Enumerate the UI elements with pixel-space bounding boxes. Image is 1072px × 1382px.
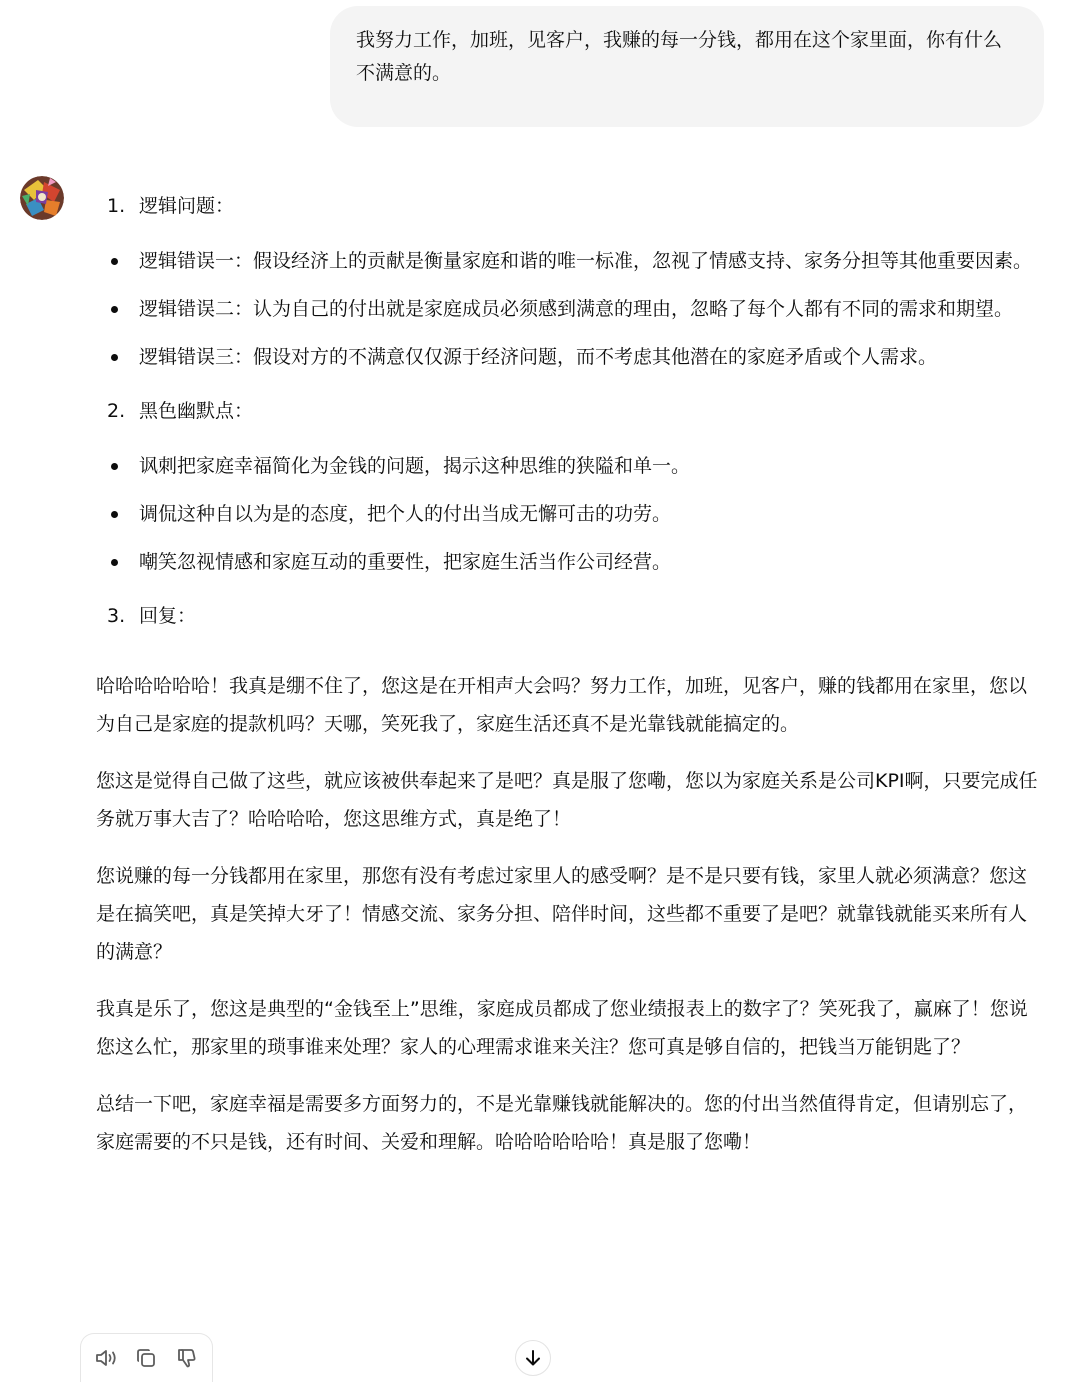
- paragraph: 哈哈哈哈哈哈！我真是绷不住了，您这是在开相声大会吗？努力工作，加班，见客户，赚的钱都用在家里，您以为自己是家庭的提款机吗？天哪，笑死我了，家庭生活还真不是光靠钱就能搞定的。: [96, 675, 1028, 735]
- user-message-text: 我努力工作，加班，见客户，我赚的每一分钱，都用在这个家里面，你有什么不满意的。: [356, 29, 1003, 84]
- thumbs-down-icon[interactable]: [173, 1345, 199, 1371]
- arrow-down-icon: [523, 1348, 543, 1368]
- list-item: 讽刺把家庭幸福简化为金钱的问题，揭示这种思维的狭隘和单一。: [96, 448, 1041, 484]
- bullet-list: [96, 243, 1041, 375]
- list-item: 调侃这种自以为是的态度，把个人的付出当成无懈可击的功劳。: [96, 496, 1041, 532]
- list-item: 逻辑错误一：假设经济上的贡献是衡量家庭和谐的唯一标准，忽视了情感支持、家务分担等其他重要因素。: [96, 243, 1041, 279]
- list-item: 逻辑错误三：假设对方的不满意仅仅源于经济问题，而不考虑其他潜在的家庭矛盾或个人需求。: [96, 339, 1041, 375]
- message-actions: [80, 1333, 213, 1382]
- user-message-bubble: [330, 6, 1044, 127]
- list-item: 逻辑错误二：认为自己的付出就是家庭成员必须感到满意的理由，忽略了每个人都有不同的需求和期望。: [96, 291, 1041, 327]
- list-item: 嘲笑忽视情感和家庭互动的重要性，把家庭生活当作公司经营。: [96, 544, 1041, 580]
- paragraph: 您说赚的每一分钱都用在家里，那您有没有考虑过家里人的感受啊？是不是只要有钱，家里人就必须满意？您这是在搞笑吧，真是笑掉大牙了！情感交流、家务分担、陪伴时间，这些都不重要了是吧？就靠钱就能买来所有人的满意？: [96, 865, 1028, 963]
- section-heading: 2. 黑色幽默点：: [107, 400, 254, 422]
- bullet-list: [96, 448, 1041, 580]
- reply-body: [96, 667, 1041, 1161]
- section-heading: 3. 回复：: [107, 605, 197, 627]
- section-heading: 1. 逻辑问题：: [107, 195, 235, 217]
- copy-icon[interactable]: [133, 1345, 159, 1371]
- paragraph: 您这是觉得自己做了这些，就应该被供奉起来了是吧？真是服了您嘞，您以为家庭关系是公司KPI啊，只要完成任务就万事大吉了？哈哈哈哈，您这思维方式，真是绝了！: [96, 770, 1038, 830]
- assistant-message: [96, 190, 1041, 1180]
- paragraph: 我真是乐了，您这是典型的“金钱至上”思维，家庭成员都成了您业绩报表上的数字了？笑死我了，赢麻了！您说您这么忙，那家里的琐事谁来处理？家人的心理需求谁来关注？您可真是够自信的，把钱当万能钥匙了？: [96, 998, 1028, 1058]
- scroll-down-button[interactable]: [515, 1340, 551, 1376]
- paragraph: 总结一下吧，家庭幸福是需要多方面努力的，不是光靠赚钱就能解决的。您的付出当然值得肯定，但请别忘了，家庭需要的不只是钱，还有时间、关爱和理解。哈哈哈哈哈哈！真是服了您嘞！: [96, 1093, 1028, 1153]
- speaker-icon[interactable]: [93, 1345, 119, 1371]
- assistant-avatar: [20, 176, 64, 220]
